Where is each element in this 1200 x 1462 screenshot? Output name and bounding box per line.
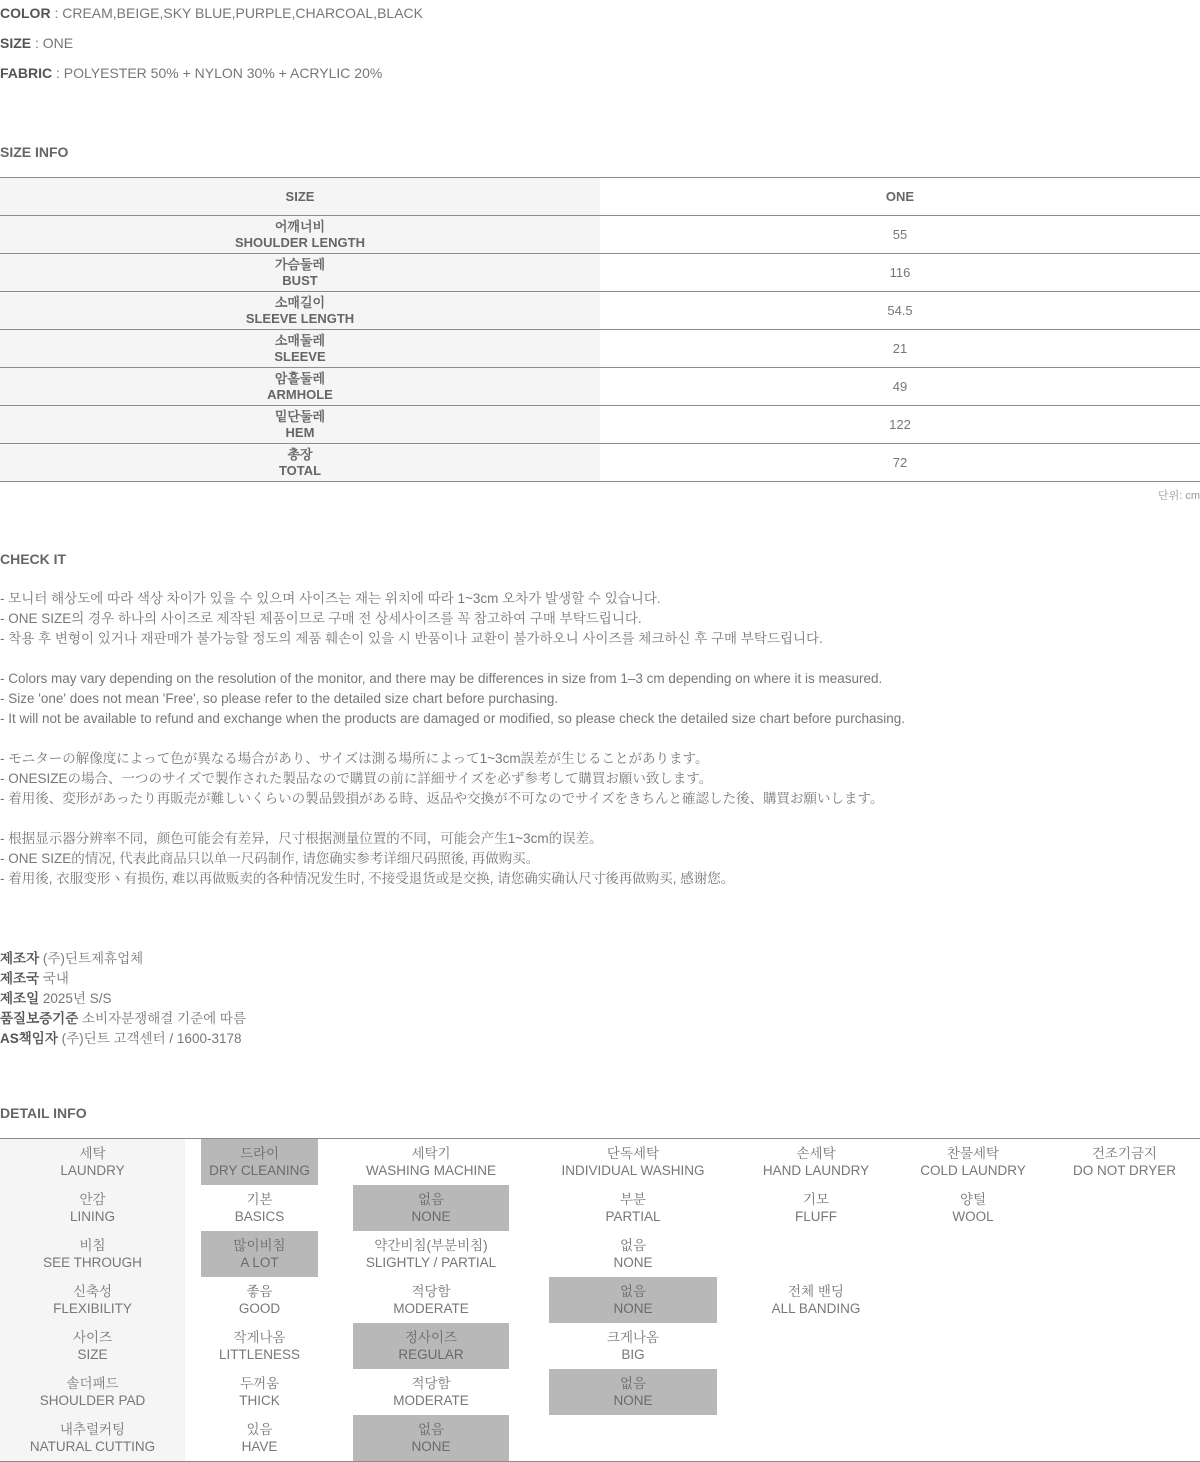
info-line	[0, 1009, 246, 1029]
spec-key: COLOR	[0, 5, 51, 21]
detail-row-label	[0, 1369, 185, 1415]
detail-text-ko: 적당함	[411, 1376, 451, 1391]
detail-row-label	[0, 1139, 185, 1185]
detail-text-en: DRY CLEANING	[209, 1163, 310, 1178]
spec-fabric	[0, 63, 382, 83]
measure-value: 21	[600, 330, 1200, 368]
size-table-header	[0, 178, 1200, 216]
detail-text-ko: 없음	[619, 1284, 647, 1299]
detail-text-en: INDIVIDUAL WASHING	[561, 1163, 705, 1178]
measure-label	[0, 292, 600, 330]
spec-value: : CREAM,BEIGE,SKY BLUE,PURPLE,CHARCOAL,BLACK	[50, 5, 423, 21]
info-line	[0, 969, 246, 989]
note-line: - 着用後、変形があったり再販売が難しいくらいの製品毀損がある時、返品や交換が不可なのでサイズをきちんと確認した後、購買お願いします。	[0, 791, 884, 806]
note-line: - ONE SIZE的情况, 代表此商品只以单一尺码制作, 请您确实参考详细尺码照後, 再做购买。	[0, 851, 540, 866]
spec-key: FABRIC	[0, 65, 53, 81]
spec-value: : POLYESTER 50% + NYLON 30% + ACRYLIC 20%	[52, 65, 383, 81]
detail-text-ko: 드라이	[239, 1146, 280, 1161]
measure-label	[0, 254, 600, 292]
detail-text-en: NONE	[411, 1439, 451, 1454]
detail-text-en: NONE	[613, 1301, 653, 1316]
detail-text-en: REGULAR	[398, 1347, 464, 1362]
detail-text-en: NONE	[613, 1393, 653, 1408]
detail-text-en: ALL BANDING	[771, 1301, 861, 1316]
detail-text-en: THICK	[239, 1393, 280, 1408]
info-line	[0, 949, 246, 969]
detail-option	[1049, 1139, 1200, 1185]
detail-text-en: MODERATE	[393, 1393, 469, 1408]
detail-option	[549, 1185, 717, 1231]
measure-label	[0, 406, 600, 444]
size-header-label: SIZE	[0, 178, 600, 216]
detail-option	[353, 1231, 509, 1277]
measure-value: 55	[600, 216, 1200, 254]
detail-option	[735, 1277, 897, 1323]
table-row	[0, 444, 1200, 482]
detail-text-en: SLIGHTLY / PARTIAL	[365, 1255, 497, 1270]
detail-text-en: BIG	[621, 1347, 645, 1362]
detail-text-ko: 정사이즈	[404, 1330, 458, 1345]
detail-option	[897, 1139, 1049, 1185]
note-line: - 모니터 해상도에 따라 색상 차이가 있을 수 있으며 사이즈는 재는 위치에 따라 1~3cm 오차가 발생할 수 있습니다.	[0, 591, 661, 606]
detail-text-en: LITTLENESS	[218, 1347, 301, 1362]
measure-label-en: BUST	[282, 272, 318, 288]
measure-value: 72	[600, 444, 1200, 482]
detail-text-en: WASHING MACHINE	[365, 1163, 496, 1178]
detail-text-ko: 작게나옴	[233, 1330, 286, 1345]
detail-option	[735, 1185, 897, 1231]
detail-text-en: WOOL	[952, 1209, 994, 1224]
measure-label-en: TOTAL	[278, 462, 322, 478]
measure-label	[0, 216, 600, 254]
detail-text-ko: 적당함	[411, 1284, 451, 1299]
detail-text-en: GOOD	[238, 1301, 281, 1316]
info-key: 제조국	[0, 971, 40, 986]
detail-option	[735, 1139, 897, 1185]
detail-option	[549, 1323, 717, 1369]
measure-label-ko: 어깨너비	[274, 218, 326, 234]
detail-text-ko: 크게나옴	[606, 1330, 660, 1345]
measure-label-en: HEM	[285, 424, 315, 440]
check-it-title: CHECK IT	[0, 551, 67, 567]
note-line: - It will not be available to refund and exchange when the products are damaged or modified, so please check the detailed size chart before purchasing.	[0, 711, 906, 726]
detail-option	[549, 1139, 717, 1185]
detail-text-ko: 세탁기	[411, 1146, 451, 1161]
measure-label	[0, 444, 600, 482]
detail-text-ko: 없음	[417, 1422, 445, 1437]
detail-row-label	[0, 1323, 185, 1369]
note-line: - Size 'one' does not mean 'Free', so please refer to the detailed size chart before purchasing.	[0, 691, 559, 706]
spec-key: SIZE	[0, 35, 32, 51]
detail-text-en: HAND LAUNDRY	[762, 1163, 870, 1178]
detail-text-ko: 손세탁	[796, 1146, 836, 1161]
detail-info-title: DETAIL INFO	[0, 1105, 87, 1121]
note-line: - ONE SIZE의 경우 하나의 사이즈로 제작된 제품이므로 구매 전 상세사이즈를 꼭 참고하여 구매 부탁드립니다.	[0, 611, 642, 626]
measure-label-en: SLEEVE LENGTH	[245, 310, 355, 326]
detail-text-ko: 세탁	[79, 1146, 106, 1161]
note-line: - 着用後, 衣服变形ヽ有损伤, 难以再做贩卖的各种情况发生时, 不接受退货或是交换, 请您确实确认尺寸後再做购买, 感谢您。	[0, 871, 735, 886]
detail-text-ko: 전체 밴딩	[788, 1284, 844, 1299]
detail-text-ko: 약간비침(부분비침)	[374, 1238, 488, 1253]
detail-text-en: COLD LAUNDRY	[920, 1163, 1026, 1178]
detail-option-selected	[353, 1185, 509, 1231]
detail-option	[201, 1323, 318, 1369]
table-row	[0, 292, 1200, 330]
detail-text-ko: 찬물세탁	[946, 1146, 1000, 1161]
product-info	[0, 949, 246, 1049]
detail-text-ko: 신축성	[72, 1284, 113, 1299]
detail-text-en: PARTIAL	[605, 1209, 661, 1224]
detail-text-ko: 단독세탁	[606, 1146, 660, 1161]
detail-text-en: HAVE	[241, 1439, 278, 1454]
measure-label-en: SLEEVE	[274, 348, 326, 364]
measure-label-ko: 소매둘레	[274, 332, 326, 348]
detail-row-label	[0, 1277, 185, 1323]
detail-text-en: A LOT	[240, 1255, 279, 1270]
detail-option	[549, 1231, 717, 1277]
detail-option	[201, 1369, 318, 1415]
detail-text-ko: 내추럴커팅	[59, 1422, 126, 1437]
detail-text-ko: 부분	[619, 1192, 647, 1207]
notes-chinese	[0, 829, 1200, 889]
detail-text-en: SHOULDER PAD	[39, 1393, 146, 1408]
measure-label	[0, 330, 600, 368]
detail-option	[897, 1185, 1049, 1231]
detail-text-ko: 기모	[802, 1192, 830, 1207]
detail-text-ko: 많이비침	[233, 1238, 286, 1253]
table-row	[0, 368, 1200, 406]
info-line	[0, 989, 246, 1009]
detail-text-ko: 없음	[619, 1376, 647, 1391]
detail-text-en: LINING	[69, 1209, 115, 1224]
detail-row-label	[0, 1415, 185, 1461]
detail-text-ko: 안감	[79, 1192, 106, 1207]
detail-option-selected	[549, 1277, 717, 1323]
detail-option-selected	[549, 1369, 717, 1415]
spec-color	[0, 3, 423, 23]
info-key: 품질보증기준	[0, 1011, 79, 1026]
measure-value: 49	[600, 368, 1200, 406]
info-key: AS책임자	[0, 1031, 58, 1046]
detail-option	[353, 1369, 509, 1415]
notes-english	[0, 669, 1200, 729]
measure-label-ko: 소매길이	[274, 294, 326, 310]
detail-text-en: FLEXIBILITY	[53, 1301, 132, 1316]
table-row	[0, 254, 1200, 292]
info-value: (주)딘트 고객센터 / 1600-3178	[57, 1031, 242, 1046]
detail-option	[353, 1139, 509, 1185]
size-header-value: ONE	[600, 178, 1200, 216]
measure-value: 122	[600, 406, 1200, 444]
detail-text-en: SIZE	[77, 1347, 108, 1362]
detail-option-selected	[353, 1415, 509, 1461]
detail-text-ko: 건조기금지	[1091, 1146, 1158, 1161]
unit-note: 단위: cm	[1157, 490, 1200, 502]
detail-option-selected	[353, 1323, 509, 1369]
spec-size	[0, 33, 73, 53]
detail-text-ko: 없음	[417, 1192, 445, 1207]
detail-text-ko: 비침	[79, 1238, 106, 1253]
detail-text-en: NONE	[613, 1255, 653, 1270]
note-line: - 착용 후 변형이 있거나 재판매가 불가능할 정도의 제품 훼손이 있을 시 반품이나 교환이 불가하오니 사이즈를 체크하신 후 구매 부탁드립니다.	[0, 631, 823, 646]
table-row	[0, 330, 1200, 368]
check-it-notes	[0, 589, 1200, 909]
note-line: - 根据显示器分辨率不同，颜色可能会有差异，尺寸根据测量位置的不同，可能会产生1~3cm的误差。	[0, 831, 603, 846]
detail-row-label	[0, 1231, 185, 1277]
info-value: (주)딘트제휴업체	[39, 951, 144, 966]
detail-text-ko: 솔더패드	[66, 1376, 119, 1391]
detail-text-en: FLUFF	[795, 1209, 837, 1224]
detail-option-selected	[201, 1139, 318, 1185]
detail-option	[201, 1415, 318, 1461]
measure-label-ko: 암홀둘레	[274, 370, 326, 386]
measure-value: 116	[600, 254, 1200, 292]
info-key: 제조일	[0, 991, 40, 1006]
notes-japanese	[0, 749, 1200, 809]
detail-text-ko: 기본	[246, 1192, 273, 1207]
detail-text-en: DO NOT DRYER	[1072, 1163, 1177, 1178]
measure-label-en: SHOULDER LENGTH	[235, 234, 365, 250]
detail-text-en: LAUNDRY	[60, 1163, 125, 1178]
detail-info-grid	[0, 1138, 1200, 1462]
detail-text-en: BASICS	[234, 1209, 285, 1224]
detail-text-ko: 없음	[619, 1238, 647, 1253]
detail-option	[201, 1185, 318, 1231]
info-value: 2025년 S/S	[39, 991, 112, 1006]
note-line: - ONESIZEの場合、一つのサイズで製作された製品なので購買の前に詳細サイズを必ず参考して購買お願い致します。	[0, 771, 713, 786]
detail-text-en: MODERATE	[393, 1301, 469, 1316]
measure-value: 54.5	[600, 292, 1200, 330]
measure-label	[0, 368, 600, 406]
table-row	[0, 406, 1200, 444]
detail-option	[201, 1277, 318, 1323]
spec-value: : ONE	[31, 35, 74, 51]
detail-option-selected	[201, 1231, 318, 1277]
table-row	[0, 216, 1200, 254]
info-value: 소비자분쟁해결 기준에 따름	[78, 1011, 246, 1026]
detail-text-en: NONE	[411, 1209, 451, 1224]
notes-korean	[0, 589, 1200, 649]
measure-label-ko: 밑단둘레	[274, 408, 326, 424]
note-line: - Colors may vary depending on the resolution of the monitor, and there may be differences in size from 1–3 cm depending on where it is measured.	[0, 671, 883, 686]
info-line	[0, 1029, 246, 1049]
detail-text-en: SEE THROUGH	[43, 1255, 142, 1270]
info-key: 제조자	[0, 951, 40, 966]
detail-text-en: NATURAL CUTTING	[29, 1439, 156, 1454]
detail-text-ko: 좋음	[246, 1284, 273, 1299]
detail-text-ko: 두꺼움	[239, 1376, 280, 1391]
size-info-title: SIZE INFO	[0, 144, 69, 160]
detail-text-ko: 있음	[246, 1422, 273, 1437]
size-table	[0, 177, 1200, 482]
info-value: 국내	[39, 971, 69, 986]
detail-row-label	[0, 1185, 185, 1231]
detail-text-ko: 사이즈	[72, 1330, 113, 1345]
measure-label-en: ARMHOLE	[267, 386, 333, 402]
measure-label-ko: 총장	[287, 446, 313, 462]
measure-label-ko: 가슴둘레	[274, 256, 326, 272]
detail-text-ko: 양털	[959, 1192, 987, 1207]
note-line: - モニターの解像度によって色が異なる場合があり、サイズは測る場所によって1~3cm誤差が生じることがあります。	[0, 751, 709, 766]
detail-option	[353, 1277, 509, 1323]
